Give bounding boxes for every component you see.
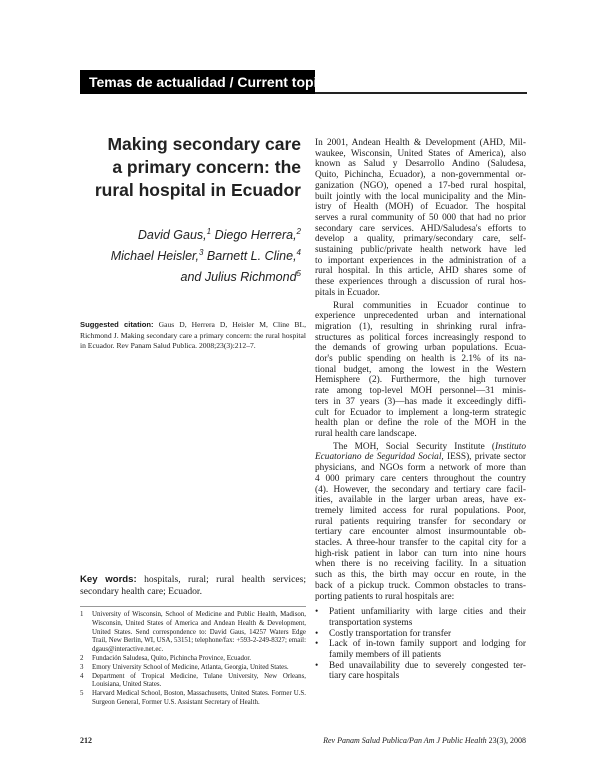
bullet-item [315, 607, 526, 628]
text-line: transportation systems [329, 617, 413, 628]
text-line: health plan or define the role of the MOH in the [315, 418, 526, 429]
paragraph [315, 442, 526, 603]
bullet-item [315, 661, 526, 682]
footnote-number: 3 [80, 663, 84, 671]
text-line: Rural communities in Ecuador continue to [333, 300, 526, 311]
text-line: migration (1), resulting in shrinking rural infra- [315, 321, 526, 332]
text-line: high-risk patient in labor can turn into nine hours [315, 548, 526, 559]
text-line: rural health care landscape. [315, 428, 417, 439]
text-line: secondary care services. AHD/Saludesa's efforts to [315, 223, 526, 234]
text-line: serves a rural community of 50 000 that had no prior [315, 212, 526, 223]
text-line: the demands of growing urban populations. Ecua- [315, 343, 526, 354]
footnote [80, 690, 306, 708]
text-line: dor's public spending on health is 2.1% of its na- [315, 354, 526, 365]
journal-issue: 23(3), 2008 [486, 736, 526, 745]
text-line: Patient unfamiliarity with large cities and their [329, 607, 526, 618]
text-line: rate among top-level MOH personnel—31 minis- [315, 386, 526, 397]
text-line: rural patients requiring transfer for secondary or [315, 516, 526, 527]
footnotes [80, 611, 306, 708]
text-line: 4 000 primary care centers throughout the country [315, 473, 526, 484]
author-affiliation: 3 [198, 248, 204, 258]
text-line: Quito, Pichincha, Ecuador), a non-governmental or- [315, 170, 526, 181]
author: Diego Herrera, [214, 228, 297, 243]
italic-text: Ecuatoriano de Seguridad Social, [315, 452, 444, 463]
author: and Julius Richmond [180, 270, 297, 285]
italic-text: Instituto [495, 441, 526, 452]
text-line: ities, available in the larger urban areas, have ex- [315, 495, 526, 506]
journal-reference [300, 736, 526, 745]
text-line: porting patients to rural hospitals are: [315, 591, 455, 602]
text-line: pitals in Ecuador. [315, 287, 380, 298]
journal-name: Rev Panam Salud Publica/Pan Am J Public Health [323, 736, 487, 745]
suggested-citation [80, 320, 306, 352]
footnote [80, 664, 306, 673]
text-line: Costly transportation for transfer [329, 628, 452, 639]
header-rule [315, 92, 527, 94]
article-title [80, 133, 301, 202]
text-line: (4). However, the secondary and tertiary care facil- [315, 484, 526, 495]
bullet-icon: • [315, 607, 319, 618]
text-line: tiary care hospitals [329, 671, 400, 682]
author-affiliation: 5 [296, 269, 301, 279]
text-line: back of a pickup truck. Common obstacles to trans- [315, 580, 526, 591]
text-line: In 2001, Andean Health & Development (AHD, Mil- [315, 138, 526, 148]
author: Michael Heisler, [110, 249, 199, 264]
text-line: to important experiences in the administration of a [315, 255, 526, 266]
footnote-number: 5 [80, 690, 84, 698]
author-affiliation: 1 [206, 227, 212, 236]
page-number: 212 [80, 736, 92, 745]
text-line: experience unprecedented urban and international [315, 311, 526, 322]
text-line: develop a quality, primary/secondary care, self- [315, 234, 526, 245]
text-line: stacles. A three-hour transfer to the capital city for a [315, 538, 526, 549]
footnote-text: University of Wisconsin, School of Medicine and Public Health, Madison, Wisconsin, United States of America and Andean Health & Development, United States. Send correspondence to: David Gaus, 14257 Waters Edge Trail, New Berlin, WI, USA, 53151; telephone/fax: +593-2-249-8327; email: dgaus@interactive.net.ec. [92, 611, 306, 654]
text-line [315, 442, 526, 453]
footnote [80, 673, 306, 691]
bullet-list [315, 607, 526, 682]
footnote-text: Emory University School of Medicine, Atlanta, Georgia, United States. [92, 663, 289, 671]
text-line: rural hospital. In this article, AHD shares some of [315, 266, 526, 277]
text-line: Bed unavailability due to severely congested ter- [329, 660, 526, 671]
text-line: cult for Ecuador to implement a long-term strategic [315, 407, 526, 418]
paragraph [315, 138, 526, 299]
footnote [80, 655, 306, 664]
bullet-icon: • [315, 628, 319, 639]
text-line [315, 452, 526, 463]
text-line: these experiences through a discussion of rural hos- [315, 277, 526, 288]
footnote-text: Fundación Saludesa, Quito, Pichincha Province, Ecuador. [92, 654, 252, 662]
text-line: family members of ill patients [329, 650, 442, 661]
paragraph [315, 301, 526, 440]
footnote [80, 611, 306, 655]
title-line: Making secondary care [107, 134, 301, 154]
text-segment: The MOH, Social Security Institute ( [333, 441, 495, 452]
text-line: built jointly with the local municipality and the Min- [315, 191, 526, 202]
title-line: rural hospital in Ecuador [94, 180, 301, 200]
text-line: known as Salud y Desarrollo Andino (Saludesa, [315, 159, 526, 170]
text-line: tertiary care encounter almost insurmountable ob- [315, 527, 526, 538]
text-line: structures as political forces increasingly respond to [315, 332, 526, 343]
text-line: istry of Health (MOH) of Ecuador. The hospital [315, 202, 526, 213]
bullet-icon: • [315, 639, 319, 650]
bullet-item [315, 629, 526, 640]
footnote-number: 4 [80, 672, 84, 680]
text-line: tremely limited access for rural populations. Poor, [315, 505, 526, 516]
author-affiliation: 4 [296, 248, 301, 258]
footnote-number: 1 [80, 611, 84, 618]
keywords-label: Key words: [80, 574, 137, 585]
text-line: waukee, Wisconsin, United States of America), also [315, 148, 526, 159]
section-header: Temas de actualidad / Current topics [80, 70, 315, 94]
title-line: a primary concern: the [112, 157, 301, 177]
text-line: ters in 37 years (3)—has made it exceedingly diffi- [315, 396, 526, 407]
text-line: such as this, the birth may occur en route, in the [315, 570, 526, 581]
text-line: when there is no receiving facility. In a situation [315, 559, 526, 570]
footnote-divider [80, 606, 306, 607]
footnote-text: Harvard Medical School, Boston, Massachusetts, United States. Former U.S. Surgeon General, Former U.S. Assistant Secretary of Health. [92, 690, 306, 706]
keywords-text: hospitals, rural; rural health services; secondary health care; Ecuador. [80, 574, 307, 597]
text-line: physicians, and NGOs form a network of more than [315, 463, 526, 474]
citation-text: Gaus D, Herrera D, Heisler M, Cline BL, Richmond J. Making secondary care a primary concern: the rural hospital in Ecuador. Rev Panam Salud Publica. 2008;23(3):212–7. [80, 320, 306, 350]
text-line: sustaining public/private health network have led [315, 245, 526, 256]
author-affiliation: 2 [296, 227, 301, 236]
article-body [315, 138, 526, 682]
text-line: Lack of in-town family support and lodging for [329, 639, 526, 650]
text-segment: IESS), private sector [443, 452, 526, 463]
text-line: tional budget, among the lowest in the Western [315, 364, 526, 375]
author: David Gaus, [137, 228, 207, 243]
bullet-icon: • [315, 660, 319, 671]
text-line: Hemisphere (2). Furthermore, the high turnover [315, 375, 526, 386]
footnote-number: 2 [80, 654, 84, 662]
bullet-item [315, 639, 526, 660]
citation-label: Suggested citation: [80, 320, 154, 329]
author: Barnett L. Cline, [206, 249, 297, 264]
author-list [80, 223, 301, 286]
footnote-text: Department of Tropical Medicine, Tulane University, New Orleans, Louisiana, United States. [92, 672, 306, 689]
keywords [80, 574, 306, 598]
text-line: ganization (NGO), opened a 17-bed rural hospital, [315, 180, 526, 191]
